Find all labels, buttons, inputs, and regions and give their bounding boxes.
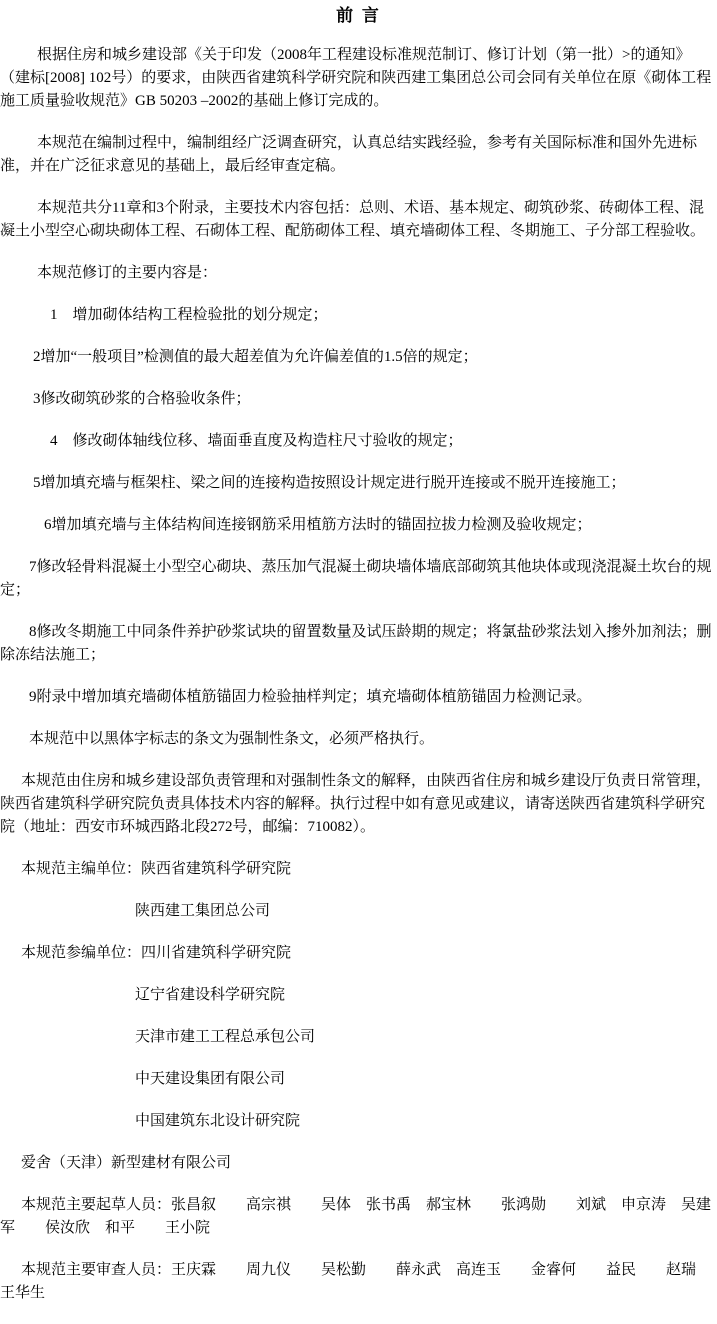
paragraph: 2增加“一般项目”检测值的最大超差值为允许偏差值的1.5倍的规定； xyxy=(33,349,478,365)
paragraph: 本规范在编制过程中，编制组经广泛调查研究，认真总结实践经验，参考有关国际标准和国外先进标准，并在广泛征求意见的基础上，最后经审查定稿。 xyxy=(0,135,698,174)
paragraph: 8修改冬期施工中同条件养护砂浆试块的留置数量及试压龄期的规定；将氯盐砂浆法划入掺外加剂法；删除冻结法施工； xyxy=(0,624,712,663)
paragraph: 本规范主要起草人员：张昌叙 高宗祺 吴体 张书禹 郝宝林 张鸿勋 刘斌 申京涛 吴建军 侯汝欣 和平 王小院 xyxy=(0,1197,712,1236)
paragraph: 根据住房和城乡建设部《关于印发（2008年工程建设标准规范制订、修订计划（第一批）>的通知》 （建标[2008] 102号）的要求，由陕西省建筑科学研究院和陕西建工集团总公司会同有关单位在原《砌体工程施工质量验收规范》GB 50203 –2002的基础上修订完成的。 xyxy=(0,47,712,109)
paragraph: 本规范修订的主要内容是： xyxy=(37,265,218,281)
paragraph: 本规范主编单位：陕西省建筑科学研究院 xyxy=(21,861,292,877)
paragraph: 5增加填充墙与框架柱、梁之间的连接构造按照设计规定进行脱开连接或不脱开连接施工； xyxy=(33,475,626,491)
paragraph: 3修改砌筑砂浆的合格验收条件； xyxy=(33,391,251,407)
paragraph: 6增加填充墙与主体结构间连接钢筋采用植筋方法时的锚固拉拔力检测及验收规定； xyxy=(44,517,592,533)
paragraph: 中天建设集团有限公司 xyxy=(135,1071,286,1087)
paragraph: 本规范由住房和城乡建设部负责管理和对强制性条文的解释，由陕西省住房和城乡建设厅负责日常管理，陕西省建筑科学研究院负责具体技术内容的解释。执行过程中如有意见或建议，请寄送陕西省建筑科学研究院（地址：西安市环城西路北段272号，邮编：710082）。 xyxy=(0,773,712,835)
page-title: 前 言 xyxy=(336,6,381,25)
paragraph: 1 增加砌体结构工程检验批的划分规定； xyxy=(50,307,328,323)
paragraph: 9附录中增加填充墙砌体植筋锚固力检验抽样判定；填充墙砌体植筋锚固力检测记录。 xyxy=(29,689,592,705)
paragraph: 辽宁省建设科学研究院 xyxy=(135,987,286,1003)
paragraph: 本规范参编单位：四川省建筑科学研究院 xyxy=(21,945,292,961)
paragraph: 4 修改砌体轴线位移、墙面垂直度及构造柱尺寸验收的规定； xyxy=(50,433,463,449)
paragraph-list xyxy=(0,44,717,1305)
paragraph: 爱舍（天津）新型建材有限公司 xyxy=(21,1155,232,1171)
paragraph: 本规范中以黑体字标志的条文为强制性条文，必须严格执行。 xyxy=(29,731,435,747)
paragraph: 本规范共分11章和3个附录，主要技术内容包括：总则、术语、基本规定、砌筑砂浆、砖砌体工程、混凝土小型空心砌块砌体工程、石砌体工程、配筋砌体工程、填充墙砌体工程、冬期施工、子分部工程验收。 xyxy=(0,200,706,239)
paragraph: 陕西建工集团总公司 xyxy=(135,903,271,919)
paragraph: 中国建筑东北设计研究院 xyxy=(135,1113,301,1129)
paragraph: 7修改轻骨料混凝土小型空心砌块、蒸压加气混凝土砌块墙体墙底部砌筑其他块体或现浇混凝土坎台的规定； xyxy=(0,559,712,598)
paragraph: 天津市建工工程总承包公司 xyxy=(135,1029,316,1045)
paragraph: 本规范主要审查人员：王庆霖 周九仪 吴松勤 薛永武 高连玉 金睿何 益民 赵瑞 王华生 xyxy=(0,1262,712,1301)
